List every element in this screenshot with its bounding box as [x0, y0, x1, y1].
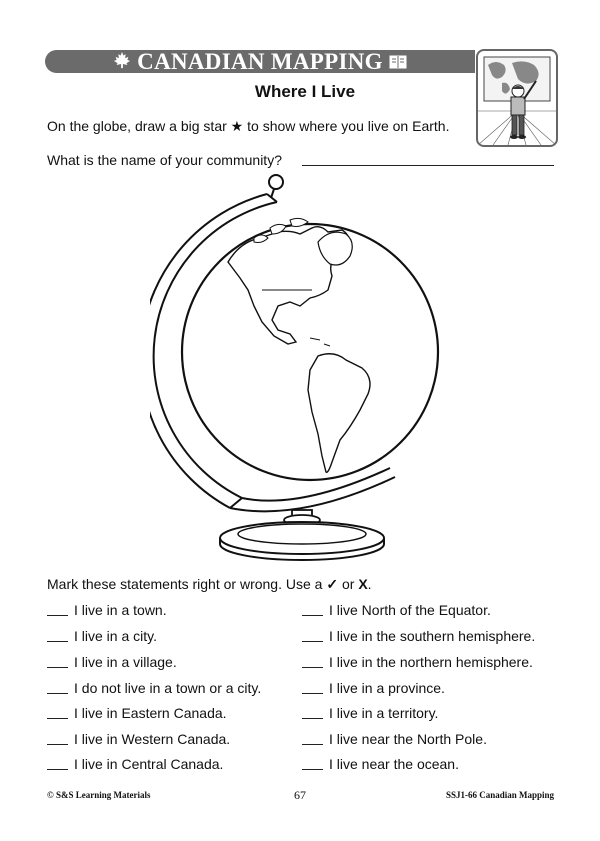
statement-text: I live near the North Pole.	[329, 731, 487, 747]
mark-period: .	[367, 576, 372, 592]
mark-instruction	[47, 576, 372, 593]
star-instruction	[47, 118, 449, 135]
answer-blank[interactable]	[302, 667, 323, 668]
answer-blank[interactable]	[302, 615, 323, 616]
answer-blank[interactable]	[47, 693, 68, 694]
answer-blank[interactable]	[302, 693, 323, 694]
answer-blank[interactable]	[302, 769, 323, 770]
statement-right-6	[302, 731, 487, 747]
answer-blank[interactable]	[302, 744, 323, 745]
answer-blank[interactable]	[47, 641, 68, 642]
statement-text: I live in Central Canada.	[74, 756, 224, 772]
statement-left-6	[47, 731, 230, 747]
statement-text: I live in a city.	[74, 628, 157, 644]
answer-blank[interactable]	[302, 641, 323, 642]
footer-code: SSJ1-66 Canadian Mapping	[445, 790, 554, 800]
statement-left-5	[47, 705, 227, 721]
answer-blank[interactable]	[47, 615, 68, 616]
star-icon: ★	[230, 118, 244, 134]
statement-text: I live in a village.	[74, 654, 177, 670]
statement-text: I live North of the Equator.	[329, 602, 491, 618]
community-question: What is the name of your community?	[47, 152, 282, 168]
x-icon: X	[358, 576, 368, 592]
corner-illustration	[476, 49, 558, 147]
statement-text: I live in the northern hemisphere.	[329, 654, 533, 670]
statement-left-7	[47, 756, 223, 772]
statement-left-4	[47, 680, 261, 696]
answer-blank[interactable]	[47, 718, 68, 719]
banner-title: CANADIAN MAPPING	[137, 48, 383, 74]
statement-text: I live in Western Canada.	[74, 731, 231, 747]
title-banner	[45, 50, 475, 73]
mark-text-before: Mark these statements right or wrong. Use a	[47, 576, 323, 592]
statement-right-5	[302, 705, 438, 721]
globe-illustration[interactable]	[150, 172, 450, 567]
answer-blank[interactable]	[47, 769, 68, 770]
statement-text: I live in Eastern Canada.	[74, 705, 227, 721]
statement-right-1	[302, 602, 491, 618]
banner-text	[45, 50, 475, 73]
statement-right-7	[302, 756, 459, 772]
statement-text: I do not live in a town or a city.	[74, 680, 262, 696]
page-number: 67	[294, 788, 306, 802]
statement-text: I live in a province.	[329, 680, 445, 696]
statement-text: I live near the ocean.	[329, 756, 459, 772]
book-icon	[389, 50, 407, 73]
footer-copyright: © S&S Learning Materials	[47, 790, 151, 800]
answer-blank[interactable]	[47, 667, 68, 668]
statement-right-4	[302, 680, 445, 696]
statement-left-2	[47, 628, 157, 644]
statement-text: I live in the southern hemisphere.	[329, 628, 536, 644]
maple-leaf-icon	[113, 50, 131, 73]
statement-right-2	[302, 628, 535, 644]
statement-left-1	[47, 602, 167, 618]
answer-blank[interactable]	[47, 744, 68, 745]
statement-left-3	[47, 654, 177, 670]
instruction-text-after: to show where you live on Earth.	[247, 118, 450, 134]
mark-or: or	[341, 576, 355, 592]
community-answer-line[interactable]	[302, 165, 554, 166]
check-icon: ✓	[326, 576, 339, 592]
statement-text: I live in a town.	[74, 602, 167, 618]
page-subtitle: Where I Live	[254, 82, 356, 101]
answer-blank[interactable]	[302, 718, 323, 719]
child-at-map-illustration	[478, 51, 556, 145]
statement-text: I live in a territory.	[329, 705, 439, 721]
instruction-text-before: On the globe, draw a big star	[47, 118, 227, 134]
statement-right-3	[302, 654, 533, 670]
